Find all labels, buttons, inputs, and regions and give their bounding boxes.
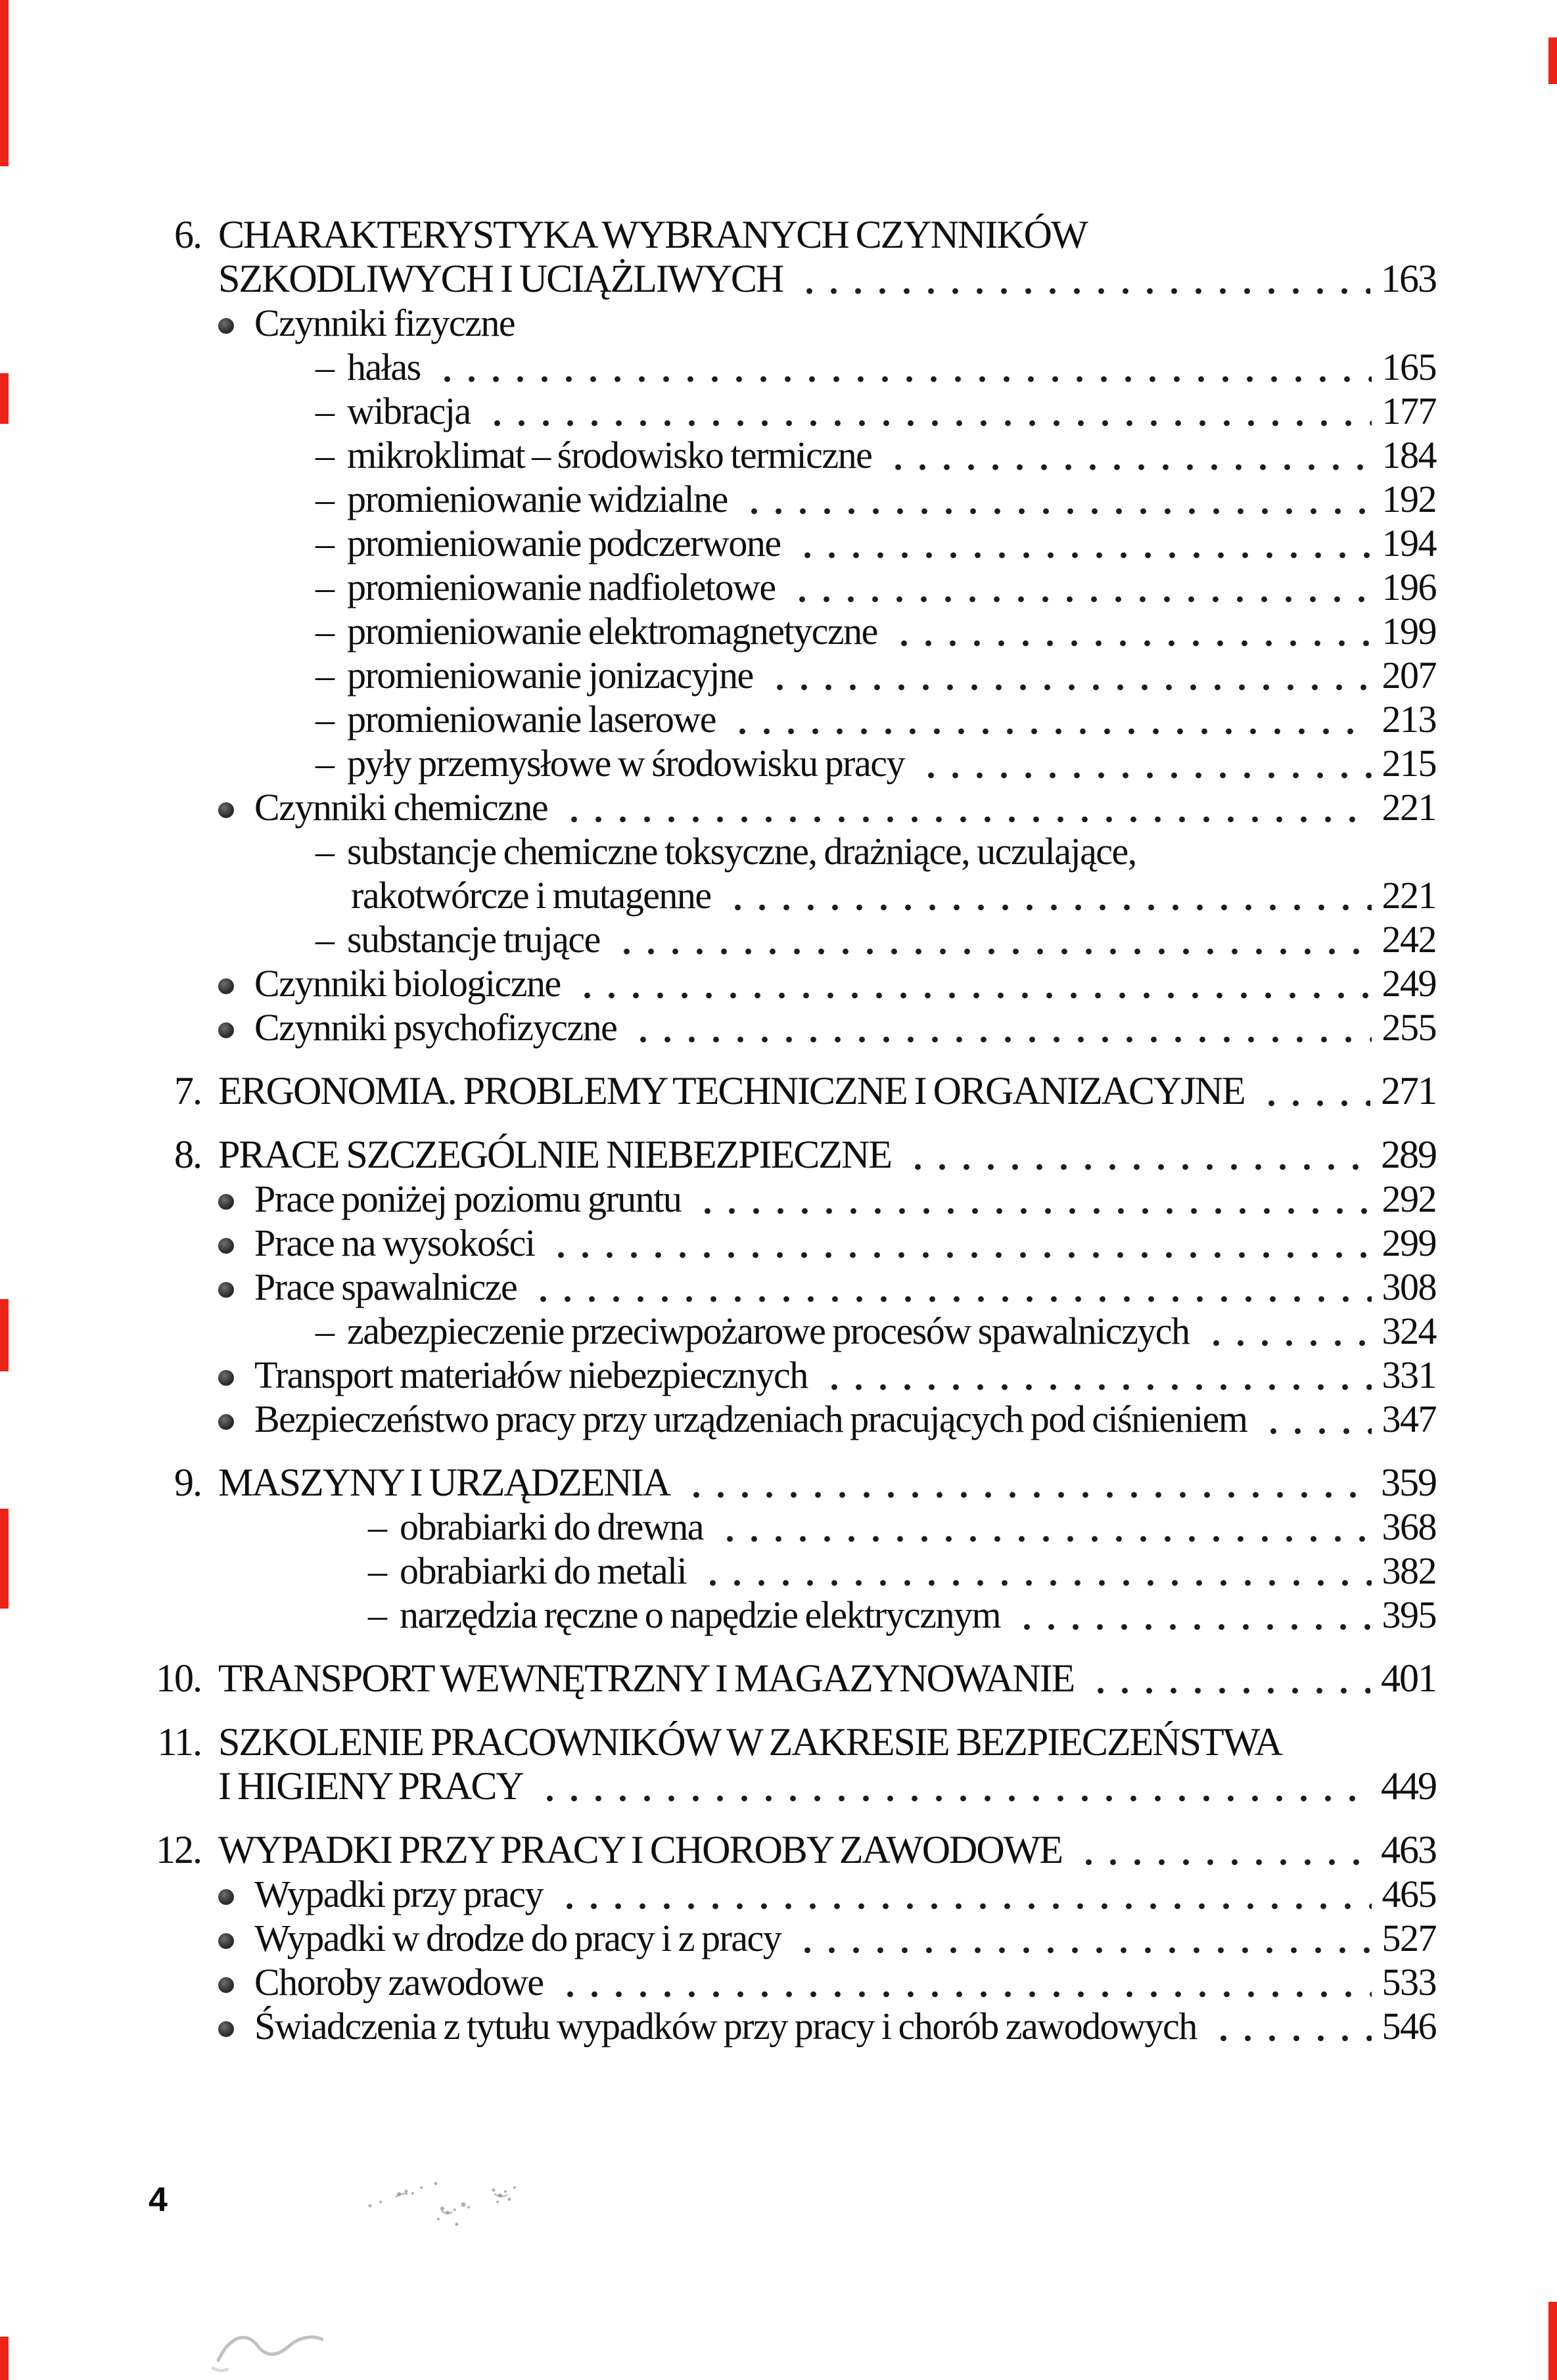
dot-leader (1086, 1657, 1370, 1701)
toc-page-number: 221 (1382, 874, 1436, 917)
dash-icon: – (315, 830, 334, 873)
toc-row (0, 1505, 1436, 1549)
toc-label: MASZYNY I URZĄDZENIA (218, 1461, 670, 1504)
dot-leader (1259, 1397, 1371, 1441)
dot-leader (1012, 1593, 1371, 1637)
toc-row (0, 213, 1436, 257)
toc-row (0, 1828, 1436, 1872)
toc-label: SZKOLENIE PRACOWNIKÓW W ZAKRESIE BEZPIECZEŃSTWA (218, 1720, 1282, 1764)
pencil-smudge-icon (358, 2172, 542, 2244)
chapter-number: 10. (156, 1657, 201, 1700)
toc-row (0, 1005, 1436, 1049)
toc-row (0, 521, 1436, 565)
dot-leader (535, 1764, 1370, 1808)
bullet-icon (218, 978, 234, 994)
bullet-icon (218, 1022, 234, 1038)
toc-row (0, 1657, 1436, 1701)
toc-label: hałas (347, 346, 421, 388)
toc-row (0, 1872, 1436, 1916)
toc-row (0, 785, 1436, 829)
toc-page-number: 292 (1382, 1178, 1436, 1220)
toc-row (0, 389, 1436, 433)
toc-label: Świadczenia z tytułu wypadków przy pracy i chorób zawodowych (254, 2005, 1197, 2048)
toc-row (0, 1549, 1436, 1593)
dot-leader (723, 873, 1372, 917)
toc-row (0, 653, 1436, 697)
dash-icon: – (315, 346, 334, 388)
dot-leader (546, 1221, 1371, 1265)
toc-label: promieniowanie laserowe (347, 698, 716, 741)
toc-page-number: 177 (1382, 390, 1436, 432)
toc-row (0, 1133, 1436, 1177)
toc-row (0, 477, 1436, 521)
dash-icon: – (368, 1505, 386, 1548)
bullet-icon (218, 1282, 234, 1298)
toc-row (0, 433, 1436, 477)
dash-icon: – (315, 918, 334, 961)
page-number: 4 (149, 2181, 168, 2219)
scan-edge-mark (1548, 37, 1557, 84)
toc-label: promieniowanie jonizacyjne (347, 654, 753, 697)
toc-label: Prace spawalnicze (254, 1266, 517, 1308)
dash-icon: – (315, 522, 334, 564)
toc-label: promieniowanie podczerwone (347, 522, 781, 564)
toc-label: SZKODLIWYCH I UCIĄŻLIWYCH (218, 257, 783, 300)
toc-label: Czynniki fizyczne (254, 302, 515, 344)
toc-page-number: 199 (1382, 610, 1436, 652)
toc-page-number: 196 (1382, 566, 1436, 608)
toc-row (0, 1720, 1436, 1764)
toc-row (0, 345, 1436, 389)
dot-leader (715, 1505, 1371, 1549)
toc-label: zabezpieczenie przeciwpożarowe procesów spawalniczych (347, 1310, 1190, 1352)
bullet-icon (218, 318, 234, 334)
toc-row (0, 565, 1436, 609)
dash-icon: – (315, 698, 334, 741)
toc-row (0, 1265, 1436, 1309)
toc-row (0, 1916, 1436, 1960)
dot-leader (795, 257, 1370, 301)
toc-page-number: 207 (1382, 654, 1436, 697)
toc-page-number: 533 (1382, 1961, 1436, 2003)
dot-leader (1074, 1828, 1370, 1872)
toc-row (0, 1309, 1436, 1353)
toc-page-number: 221 (1382, 786, 1436, 829)
dash-icon: – (315, 478, 334, 520)
dot-leader (765, 653, 1372, 697)
toc-label: obrabiarki do drewna (400, 1505, 704, 1548)
toc-row (0, 257, 1436, 301)
dash-icon: – (368, 1593, 386, 1636)
dot-leader (916, 741, 1372, 785)
dot-leader (1209, 2004, 1372, 2048)
dot-leader (432, 345, 1372, 389)
scan-edge-mark (0, 1299, 9, 1371)
toc-label: obrabiarki do metali (400, 1549, 687, 1592)
toc-page-number: 299 (1382, 1222, 1436, 1264)
toc-label: Prace poniżej poziomu gruntu (254, 1178, 682, 1220)
toc-row (0, 301, 1436, 345)
dot-leader (889, 609, 1372, 653)
toc-page-number: 359 (1381, 1461, 1436, 1504)
dot-leader (739, 477, 1372, 521)
toc-page-number: 401 (1381, 1657, 1436, 1700)
toc-label: Bezpieczeństwo pracy przy urządzeniach pracujących pod ciśnieniem (254, 1398, 1247, 1440)
toc-row (0, 609, 1436, 653)
dash-icon: – (315, 390, 334, 432)
dot-leader (1201, 1309, 1372, 1353)
toc-page-number: 163 (1381, 257, 1436, 300)
toc-label: promieniowanie nadfioletowe (347, 566, 776, 608)
dot-leader (820, 1353, 1372, 1397)
toc-row (0, 1593, 1436, 1637)
toc-page-number: 449 (1381, 1764, 1436, 1808)
dash-icon: – (315, 1310, 334, 1352)
toc-row (0, 1353, 1436, 1397)
toc-label: Prace na wysokości (254, 1222, 535, 1264)
dash-icon: – (315, 434, 334, 476)
toc-row (0, 697, 1436, 741)
pencil-squiggle-icon (210, 2320, 342, 2379)
dash-icon: – (315, 742, 334, 785)
bullet-icon (218, 1977, 234, 1993)
dot-leader (903, 1133, 1370, 1177)
dot-leader (612, 917, 1372, 961)
dot-leader (628, 1005, 1371, 1049)
toc-page-number: 165 (1382, 346, 1436, 388)
toc-page-number: 368 (1382, 1505, 1436, 1548)
dot-leader (682, 1461, 1370, 1505)
toc-label: rakotwórcze i mutagenne (351, 874, 711, 917)
toc-page-number: 289 (1381, 1133, 1436, 1176)
bullet-icon (218, 802, 234, 818)
dot-leader (1257, 1069, 1370, 1113)
dot-leader (482, 389, 1372, 433)
dot-leader (555, 1960, 1372, 2004)
dot-leader (572, 961, 1372, 1005)
toc-row (0, 829, 1436, 873)
toc-row (0, 1764, 1436, 1808)
bullet-icon (218, 1238, 234, 1254)
toc-page-number: 546 (1382, 2005, 1436, 2048)
dot-leader (787, 565, 1372, 609)
scan-edge-mark (0, 1509, 9, 1609)
toc-label: Transport materiałów niebezpiecznych (254, 1354, 808, 1396)
dot-leader (693, 1177, 1371, 1221)
bullet-icon (218, 1414, 234, 1430)
toc-label: mikroklimat – środowisko termiczne (347, 434, 872, 476)
dot-leader (793, 521, 1372, 565)
toc-page-number: 255 (1382, 1006, 1436, 1049)
scan-edge-mark (0, 373, 9, 424)
toc-label: Czynniki biologiczne (254, 962, 561, 1005)
toc-page-number: 184 (1382, 434, 1436, 476)
dot-leader (698, 1549, 1371, 1593)
toc-label: Czynniki psychofizyczne (254, 1006, 617, 1049)
bullet-icon (218, 1889, 234, 1905)
dash-icon: – (368, 1549, 386, 1592)
toc-page-number: 249 (1382, 962, 1436, 1005)
toc-page-number: 324 (1382, 1310, 1436, 1352)
dot-leader (728, 697, 1371, 741)
toc-label: promieniowanie elektromagnetyczne (347, 610, 877, 652)
toc-page-number: 271 (1381, 1069, 1436, 1112)
dash-icon: – (315, 654, 334, 697)
toc-page-number: 308 (1382, 1266, 1436, 1308)
toc-page-number: 215 (1382, 742, 1436, 785)
chapter-number: 9. (174, 1461, 201, 1504)
toc-page-number: 194 (1382, 522, 1436, 564)
chapter-number: 12. (156, 1828, 201, 1871)
toc-label: pyły przemysłowe w środowisku pracy (347, 742, 904, 785)
toc-page-number: 331 (1382, 1354, 1436, 1396)
dot-leader (883, 433, 1371, 477)
toc-label: Wypadki przy pracy (254, 1873, 543, 1915)
toc-page-number: 465 (1382, 1873, 1436, 1915)
dash-icon: – (315, 566, 334, 608)
bullet-icon (218, 2021, 234, 2037)
dot-leader (793, 1916, 1371, 1960)
toc-label: narzędzia ręczne o napędzie elektrycznym (400, 1593, 1001, 1636)
dash-icon: – (315, 610, 334, 652)
chapter-number: 11. (157, 1720, 201, 1764)
scan-edge-mark (0, 2337, 9, 2380)
dot-leader (559, 785, 1371, 829)
toc-label: Choroby zawodowe (254, 1961, 544, 2003)
toc-label: substancje trujące (347, 918, 600, 961)
toc-page-number: 527 (1382, 1917, 1436, 1959)
bullet-icon (218, 1933, 234, 1949)
toc-row (0, 1397, 1436, 1441)
toc-label: substancje chemiczne toksyczne, drażniące, uczulające, (347, 830, 1136, 873)
scan-edge-mark (1548, 2302, 1557, 2380)
toc-label: wibracja (347, 390, 471, 432)
chapter-number: 7. (174, 1069, 201, 1112)
toc-row (0, 917, 1436, 961)
toc-page-number: 213 (1382, 698, 1436, 741)
toc-page-number: 192 (1382, 478, 1436, 520)
toc-page-number: 395 (1382, 1593, 1436, 1636)
toc-row (0, 1960, 1436, 2004)
toc-page-number: 463 (1381, 1828, 1436, 1871)
toc-label: TRANSPORT WEWNĘTRZNY I MAGAZYNOWANIE (218, 1657, 1075, 1700)
toc-row (0, 741, 1436, 785)
toc-row (0, 1461, 1436, 1505)
toc-row (0, 1177, 1436, 1221)
chapter-number: 8. (174, 1133, 201, 1176)
dot-leader (528, 1265, 1371, 1309)
toc-label: promieniowanie widzialne (347, 478, 728, 520)
toc-label: CHARAKTERYSTYKA WYBRANYCH CZYNNIKÓW (218, 213, 1087, 256)
toc-label: Czynniki chemiczne (254, 786, 548, 829)
scan-edge-mark (0, 0, 9, 166)
toc-label: I HIGIENY PRACY (218, 1764, 523, 1808)
toc-page-number: 347 (1382, 1398, 1436, 1440)
toc-page-number: 382 (1382, 1549, 1436, 1592)
chapter-number: 6. (174, 213, 201, 256)
toc-row (0, 1069, 1436, 1113)
toc-row (0, 873, 1436, 917)
bullet-icon (218, 1194, 234, 1210)
toc-row (0, 961, 1436, 1005)
dot-leader (555, 1872, 1372, 1916)
toc-page-number: 242 (1382, 918, 1436, 961)
toc-row (0, 2004, 1436, 2048)
toc-row (0, 1221, 1436, 1265)
toc-label: Wypadki w drodze do pracy i z pracy (254, 1917, 781, 1959)
toc-label: PRACE SZCZEGÓLNIE NIEBEZPIECZNE (218, 1133, 891, 1176)
bullet-icon (218, 1370, 234, 1386)
toc-label: WYPADKI PRZY PRACY I CHOROBY ZAWODOWE (218, 1828, 1062, 1871)
toc-label: ERGONOMIA. PROBLEMY TECHNICZNE I ORGANIZACYJNE (218, 1069, 1245, 1112)
